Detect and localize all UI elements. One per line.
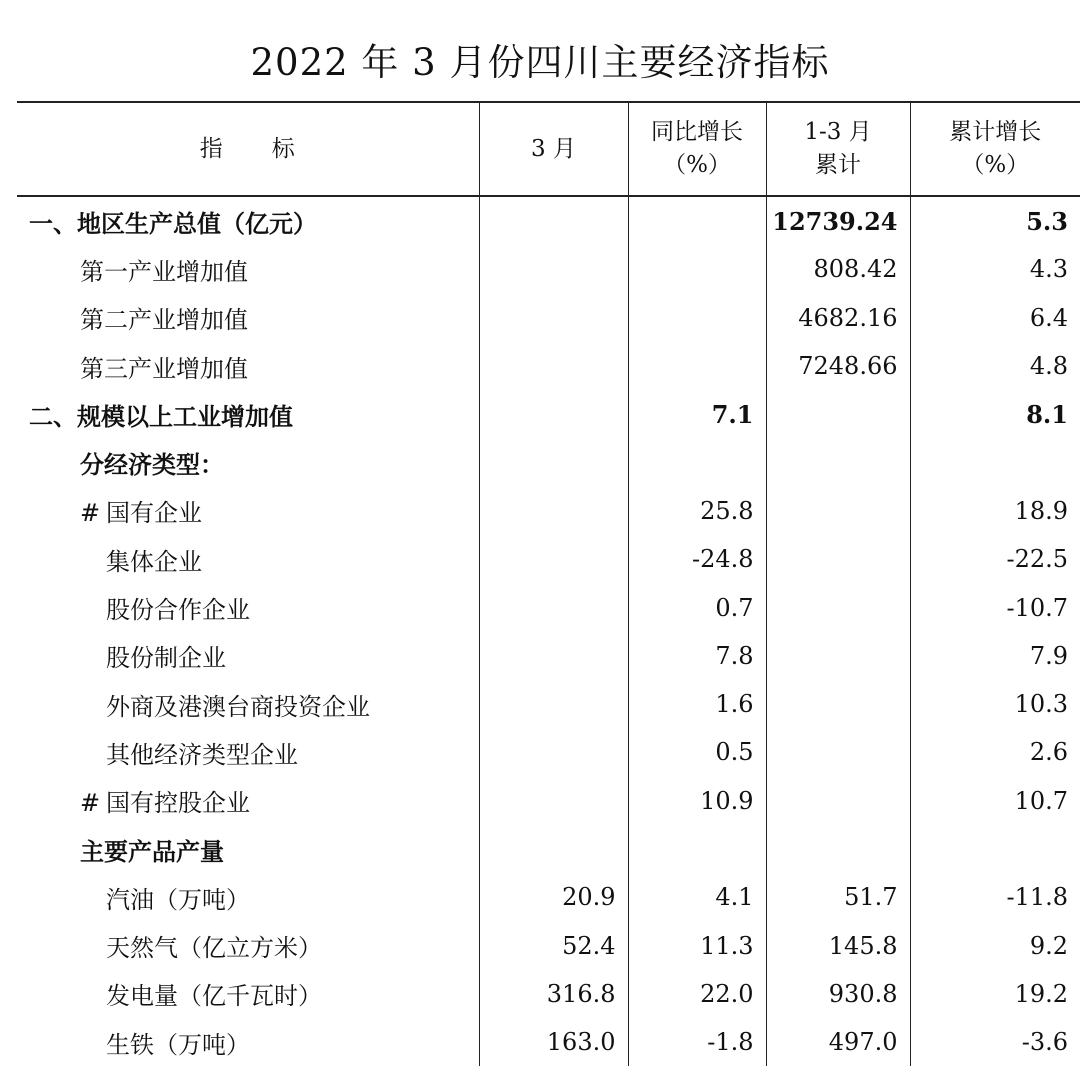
indicator-cell	[17, 728, 479, 776]
yoy-growth-value: 22.0	[628, 970, 766, 1018]
indicator-cell	[17, 196, 479, 245]
yoy-growth-value	[628, 825, 766, 873]
table-row	[17, 390, 1080, 438]
march-value	[479, 342, 628, 390]
header-yoy-line2: （%）	[663, 152, 731, 178]
march-value	[479, 245, 628, 293]
indicator-cell	[17, 777, 479, 825]
indicator-label: 国有控股企业	[106, 789, 250, 818]
ytd-value	[766, 728, 910, 776]
ytd-value	[766, 777, 910, 825]
header-march: 3 月	[479, 102, 628, 196]
yoy-growth-value	[628, 438, 766, 486]
indicator-label: 发电量（亿千瓦时）	[106, 982, 322, 1011]
header-ytd-line2: 累计	[815, 152, 861, 178]
ytd-value: 145.8	[766, 921, 910, 969]
yoy-growth-value	[628, 342, 766, 390]
cumulative-growth-value: 4.8	[910, 342, 1080, 390]
march-value: 316.8	[479, 970, 628, 1018]
yoy-growth-value: 10.9	[628, 777, 766, 825]
cumulative-growth-value	[910, 438, 1080, 486]
yoy-growth-value	[628, 196, 766, 245]
indicator-cell	[17, 438, 479, 486]
cumulative-growth-value: -22.5	[910, 535, 1080, 583]
indicator-label: 天然气（亿立方米）	[106, 934, 322, 963]
ytd-value	[766, 390, 910, 438]
yoy-growth-value: 7.1	[628, 390, 766, 438]
march-value	[479, 487, 628, 535]
indicator-label: 外商及港澳台商投资企业	[106, 692, 370, 721]
ytd-value: 4682.16	[766, 294, 910, 342]
indicator-cell	[17, 583, 479, 631]
cumulative-growth-value: -11.8	[910, 873, 1080, 921]
ytd-value: 7248.66	[766, 342, 910, 390]
cumulative-growth-value: 6.4	[910, 294, 1080, 342]
header-cum-line1: 累计增长	[949, 119, 1042, 145]
header-cum-line2: （%）	[961, 152, 1030, 178]
indicator-label: 生铁（万吨）	[106, 1030, 250, 1059]
ytd-value	[766, 680, 910, 728]
indicator-cell	[17, 680, 479, 728]
indicator-label: 第二产业增加值	[80, 306, 248, 335]
march-value: 20.9	[479, 873, 628, 921]
table-row	[17, 535, 1080, 583]
document-title: 2022 年 3 月份四川主要经济指标	[250, 41, 830, 84]
march-value	[479, 535, 628, 583]
ytd-value	[766, 825, 910, 873]
indicator-label: 其他经济类型企业	[106, 740, 298, 769]
header-yoy	[628, 102, 766, 196]
indicator-cell	[17, 825, 479, 873]
march-value	[479, 583, 628, 631]
yoy-growth-value: 11.3	[628, 921, 766, 969]
indicator-cell	[17, 921, 479, 969]
indicator-label: 分经济类型：	[80, 450, 224, 480]
indicator-label: 国有企业	[106, 499, 202, 528]
yoy-growth-value: 4.1	[628, 873, 766, 921]
indicator-label: 一、地区生产总值（亿元）	[29, 208, 317, 238]
table-row	[17, 1018, 1080, 1066]
cumulative-growth-value: 10.7	[910, 777, 1080, 825]
table-row	[17, 342, 1080, 390]
march-value	[479, 777, 628, 825]
march-value	[479, 390, 628, 438]
march-value	[479, 632, 628, 680]
yoy-growth-value: 0.5	[628, 728, 766, 776]
hash-marker: #	[80, 789, 101, 818]
ytd-value	[766, 438, 910, 486]
indicator-cell	[17, 873, 479, 921]
cumulative-growth-value: 9.2	[910, 921, 1080, 969]
cumulative-growth-value	[910, 825, 1080, 873]
march-value	[479, 680, 628, 728]
indicator-cell	[17, 487, 479, 535]
table-row	[17, 245, 1080, 293]
yoy-growth-value	[628, 245, 766, 293]
indicator-cell	[17, 294, 479, 342]
indicator-cell	[17, 342, 479, 390]
ytd-value	[766, 535, 910, 583]
cumulative-growth-value: 8.1	[910, 390, 1080, 438]
cumulative-growth-value: -3.6	[910, 1018, 1080, 1066]
table-row	[17, 583, 1080, 631]
header-ytd-line1: 1-3 月	[804, 119, 872, 145]
cumulative-growth-value: 4.3	[910, 245, 1080, 293]
march-value: 163.0	[479, 1018, 628, 1066]
indicator-label: 二、规模以上工业增加值	[29, 401, 293, 431]
hash-marker: #	[80, 499, 101, 528]
yoy-growth-value: 1.6	[628, 680, 766, 728]
indicator-cell	[17, 1018, 479, 1066]
indicators-table	[17, 101, 1080, 1066]
indicator-label: 集体企业	[106, 547, 202, 576]
ytd-value: 51.7	[766, 873, 910, 921]
header-yoy-line1: 同比增长	[651, 119, 743, 145]
yoy-growth-value: 0.7	[628, 583, 766, 631]
header-ytd	[766, 102, 910, 196]
header-indicator: 指 标	[17, 102, 479, 196]
indicator-cell	[17, 632, 479, 680]
table-header-row	[17, 102, 1080, 196]
table-row	[17, 970, 1080, 1018]
ytd-value: 497.0	[766, 1018, 910, 1066]
cumulative-growth-value: 7.9	[910, 632, 1080, 680]
march-value	[479, 294, 628, 342]
ytd-value: 930.8	[766, 970, 910, 1018]
march-value	[479, 728, 628, 776]
indicator-label: 第三产业增加值	[80, 354, 248, 383]
yoy-growth-value: 25.8	[628, 487, 766, 535]
ytd-value	[766, 487, 910, 535]
cumulative-growth-value: 5.3	[910, 196, 1080, 245]
table-row	[17, 680, 1080, 728]
table-row	[17, 921, 1080, 969]
table-row	[17, 632, 1080, 680]
indicator-label: 主要产品产量	[80, 836, 224, 866]
march-value	[479, 196, 628, 245]
yoy-growth-value	[628, 294, 766, 342]
table-row	[17, 777, 1080, 825]
march-value	[479, 825, 628, 873]
indicator-label: 股份制企业	[106, 644, 226, 673]
indicator-cell	[17, 390, 479, 438]
indicator-cell	[17, 535, 479, 583]
ytd-value	[766, 583, 910, 631]
indicator-label: 第一产业增加值	[80, 257, 248, 286]
ytd-value	[766, 632, 910, 680]
yoy-growth-value: 7.8	[628, 632, 766, 680]
cumulative-growth-value: 19.2	[910, 970, 1080, 1018]
yoy-growth-value: -1.8	[628, 1018, 766, 1066]
indicator-cell	[17, 245, 479, 293]
table-row	[17, 487, 1080, 535]
march-value: 52.4	[479, 921, 628, 969]
table-row	[17, 728, 1080, 776]
table-row	[17, 825, 1080, 873]
ytd-value: 808.42	[766, 245, 910, 293]
indicator-label: 汽油（万吨）	[106, 885, 250, 914]
header-cumulative	[910, 102, 1080, 196]
march-value	[479, 438, 628, 486]
indicator-cell	[17, 970, 479, 1018]
ytd-value: 12739.24	[766, 196, 910, 245]
indicator-label: 股份合作企业	[106, 596, 250, 625]
cumulative-growth-value: 18.9	[910, 487, 1080, 535]
cumulative-growth-value: 2.6	[910, 728, 1080, 776]
table-row	[17, 196, 1080, 245]
table-row	[17, 294, 1080, 342]
table-row	[17, 873, 1080, 921]
table-row	[17, 438, 1080, 486]
cumulative-growth-value: 10.3	[910, 680, 1080, 728]
yoy-growth-value: -24.8	[628, 535, 766, 583]
cumulative-growth-value: -10.7	[910, 583, 1080, 631]
